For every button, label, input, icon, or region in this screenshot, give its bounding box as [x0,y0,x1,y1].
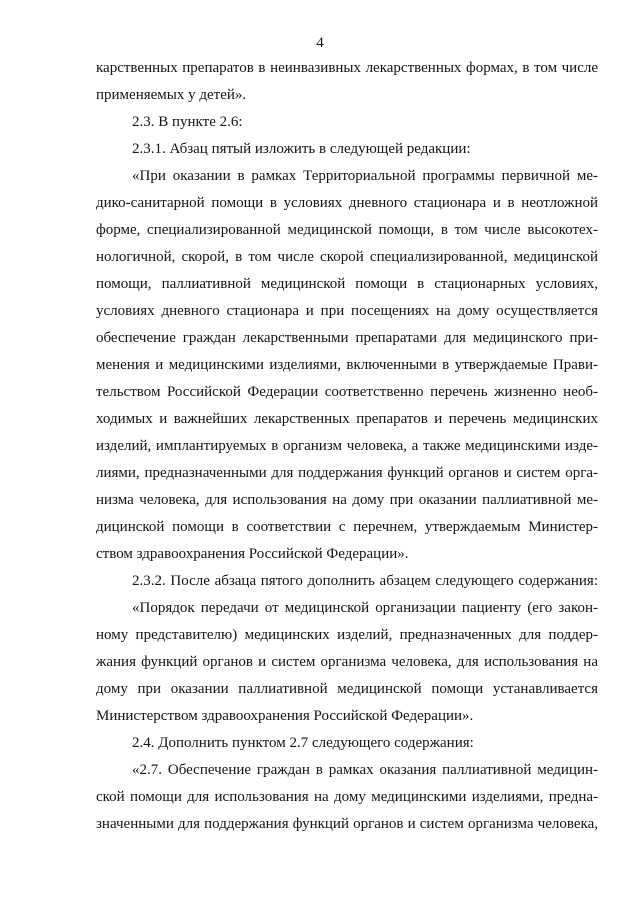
text-line: 2.3.2. После абзаца пятого дополнить абзацем следующего содержания: [132,573,598,589]
text-line: низма человека, для использования на дому при оказании паллиативной ме- [96,492,598,508]
page-number: 4 [316,35,324,51]
text-line: ходимых и важнейших лекарственных препаратов и перечень медицинских [96,411,598,427]
text-line: ской помощи для использования на дому медицинскими изделиями, предна- [96,789,598,805]
text-line: 2.3.1. Абзац пятый изложить в следующей редакции: [132,141,471,157]
text-line: карственных препаратов в неинвазивных лекарственных формах, в том числе [96,60,598,76]
text-line: менения и медицинскими изделиями, включенными в утверждаемые Прави- [96,357,598,373]
text-line: помощи, паллиативной медицинской помощи в стационарных условиях, [96,276,598,292]
text-line: Министерством здравоохранения Российской Федерации». [96,708,474,724]
document-body [96,55,598,838]
text-line: 2.3. В пункте 2.6: [132,114,243,130]
text-line: значенными для поддержания функций органов и систем организма человека, [96,816,598,832]
text-line: ному представителю) медицинских изделий, предназначенных для поддер- [96,627,598,643]
text-line: применяемых у детей». [96,87,247,103]
text-line: тельством Российской Федерации соответственно перечень жизненно необ- [96,384,598,400]
text-line: форме, специализированной медицинской помощи, в том числе высокотех- [96,222,598,238]
text-line: условиях дневного стационара и при посещениях на дому осуществляется [96,303,598,319]
text-line: дико-санитарной помощи в условиях дневного стационара и в неотложной [96,195,598,211]
text-line: дицинской помощи в соответствии с перечнем, утверждаемым Министер- [96,519,598,535]
text-line: ством здравоохранения Российской Федерации». [96,546,409,562]
text-line: лиями, предназначенными для поддержания функций органов и систем орга- [96,465,598,481]
text-line: дому при оказании паллиативной медицинской помощи устанавливается [96,681,598,697]
text-line: «Порядок передачи от медицинской организации пациенту (его закон- [132,600,598,616]
text-line: нологичной, скорой, в том числе скорой специализированной, медицинской [96,249,598,265]
text-line: жания функций органов и систем организма человека, для использования на [96,654,598,670]
text-line: 2.4. Дополнить пунктом 2.7 следующего содержания: [132,735,474,751]
text-line: «2.7. Обеспечение граждан в рамках оказания паллиативной медицин- [132,762,598,778]
text-line: обеспечение граждан лекарственными препаратами для медицинского при- [96,330,598,346]
text-line: изделий, имплантируемых в организм человека, а также медицинскими изде- [96,438,598,454]
text-line: «При оказании в рамках Территориальной программы первичной ме- [132,168,598,184]
